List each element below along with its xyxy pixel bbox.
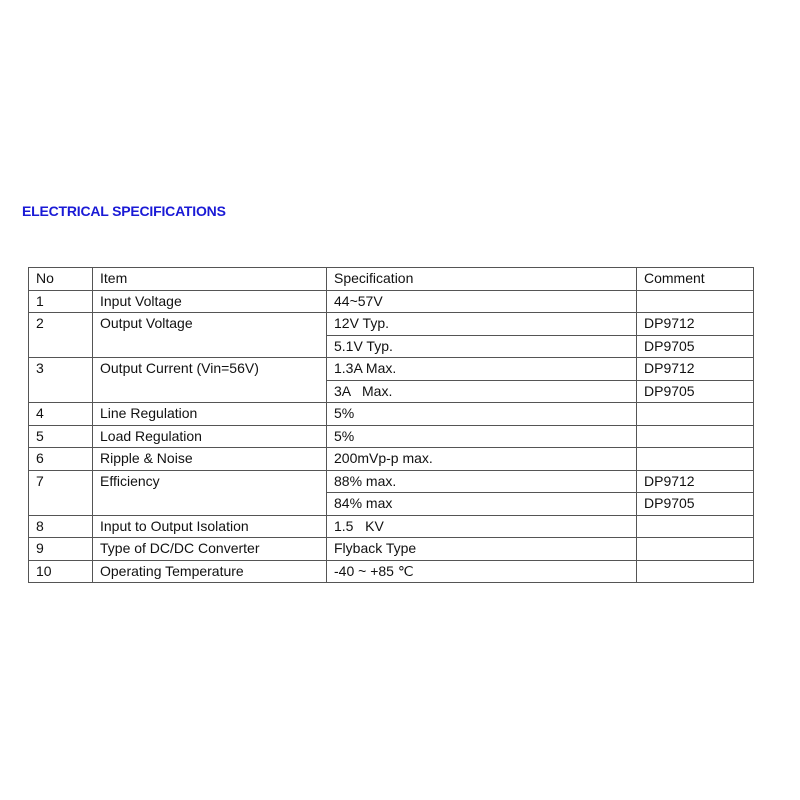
table-header-row [29, 268, 754, 291]
table-row [29, 560, 754, 583]
table-row [29, 538, 754, 561]
row-comment [637, 448, 754, 471]
row-comment [637, 560, 754, 583]
header-item: Item [93, 268, 327, 291]
row-comment [637, 403, 754, 426]
row-spec: Flyback Type [327, 538, 637, 561]
row-item: Load Regulation [93, 425, 327, 448]
row-no: 9 [29, 538, 93, 561]
row-spec: 1.3A Max. [327, 358, 637, 381]
row-spec: -40 ~ +85 ℃ [327, 560, 637, 583]
row-no: 7 [29, 470, 93, 515]
row-item: Output Current (Vin=56V) [93, 358, 327, 403]
row-spec: 200mVp-p max. [327, 448, 637, 471]
row-comment: DP9705 [637, 380, 754, 403]
row-comment [637, 515, 754, 538]
row-item: Output Voltage [93, 313, 327, 358]
row-comment: DP9705 [637, 335, 754, 358]
header-no: No [29, 268, 93, 291]
row-item: Input Voltage [93, 290, 327, 313]
table-row [29, 425, 754, 448]
table-row [29, 470, 754, 493]
row-no: 8 [29, 515, 93, 538]
table-row [29, 448, 754, 471]
table-row [29, 313, 754, 336]
table-row [29, 290, 754, 313]
table-row [29, 358, 754, 381]
row-no: 2 [29, 313, 93, 358]
row-spec: 3A Max. [327, 380, 637, 403]
row-item: Line Regulation [93, 403, 327, 426]
row-no: 4 [29, 403, 93, 426]
row-comment [637, 425, 754, 448]
row-spec: 1.5 KV [327, 515, 637, 538]
row-item: Input to Output Isolation [93, 515, 327, 538]
row-no: 6 [29, 448, 93, 471]
row-comment: DP9712 [637, 313, 754, 336]
header-comment: Comment [637, 268, 754, 291]
row-spec: 5% [327, 425, 637, 448]
specifications-table [28, 267, 754, 583]
table-row [29, 515, 754, 538]
row-spec: 5.1V Typ. [327, 335, 637, 358]
row-no: 5 [29, 425, 93, 448]
row-item: Ripple & Noise [93, 448, 327, 471]
section-title: ELECTRICAL SPECIFICATIONS [22, 203, 226, 219]
row-comment: DP9712 [637, 470, 754, 493]
row-spec: 84% max [327, 493, 637, 516]
row-spec: 5% [327, 403, 637, 426]
row-spec: 44~57V [327, 290, 637, 313]
row-item: Operating Temperature [93, 560, 327, 583]
row-no: 3 [29, 358, 93, 403]
row-comment: DP9712 [637, 358, 754, 381]
row-spec: 12V Typ. [327, 313, 637, 336]
row-item: Type of DC/DC Converter [93, 538, 327, 561]
row-comment: DP9705 [637, 493, 754, 516]
row-comment [637, 290, 754, 313]
row-item: Efficiency [93, 470, 327, 515]
table-row [29, 403, 754, 426]
row-spec: 88% max. [327, 470, 637, 493]
row-no: 10 [29, 560, 93, 583]
row-no: 1 [29, 290, 93, 313]
header-specification: Specification [327, 268, 637, 291]
row-comment [637, 538, 754, 561]
